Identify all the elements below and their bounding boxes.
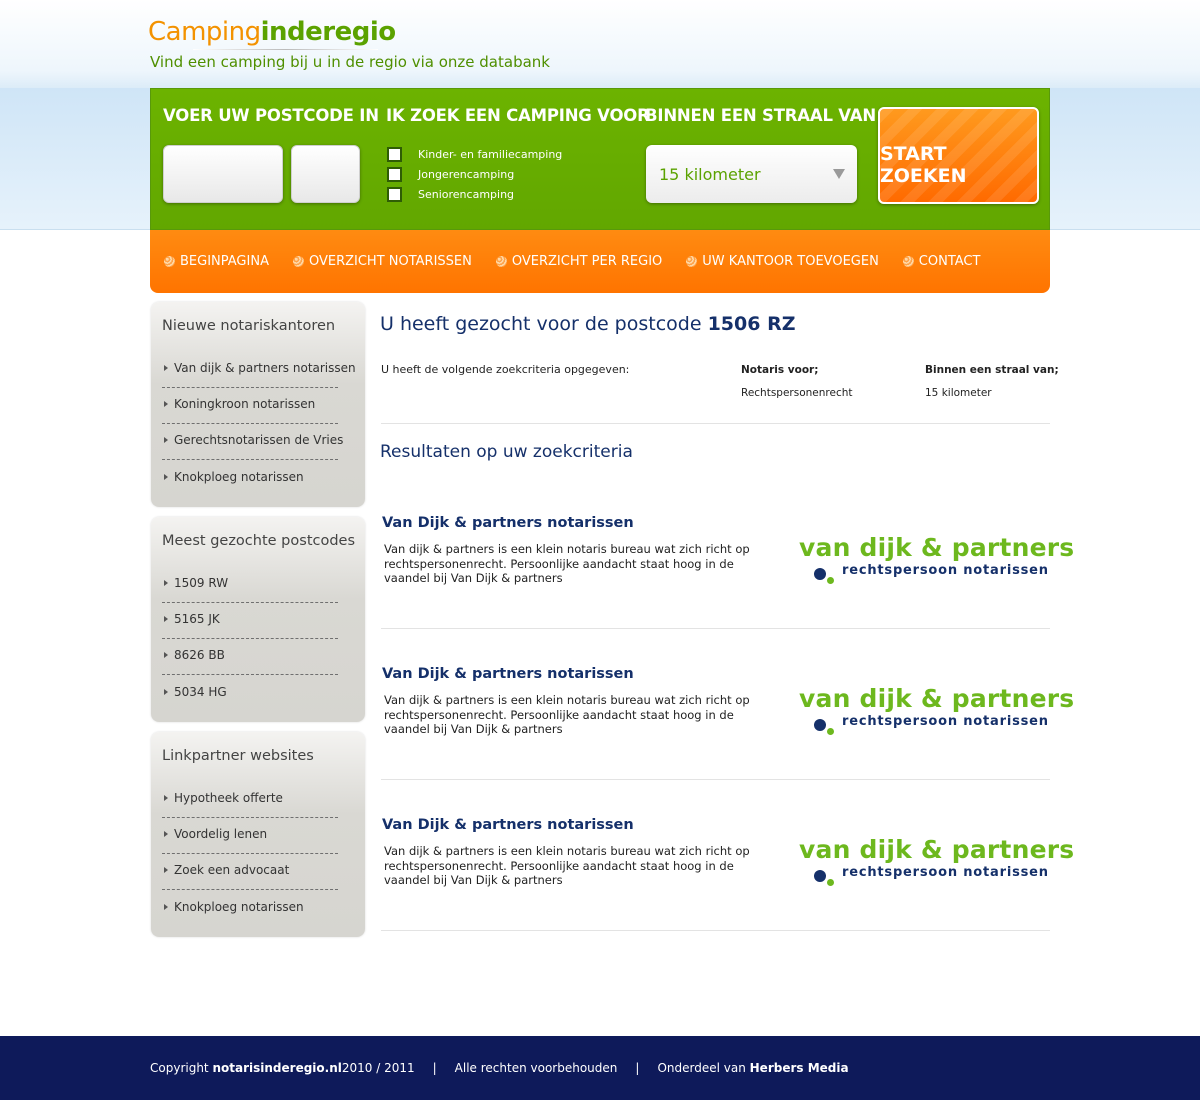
sidebar-link-label: Knokploeg notarissen	[174, 470, 304, 484]
sidebar-link[interactable]	[162, 639, 338, 675]
sidebar-link-label: 1509 RW	[174, 576, 229, 590]
page-title-postcode: 1506 RZ	[707, 313, 796, 335]
checkbox-row[interactable]	[387, 165, 514, 183]
main-nav	[150, 230, 1050, 293]
result-description: Van dijk & partners is een klein notaris bureau wat zich richt op rechtspersonenrecht. Persoonlijke aandacht staat hoog in de vaandel bij Van Dijk & partners	[384, 844, 750, 888]
sidebar-new-offices	[151, 302, 365, 507]
divider	[381, 930, 1050, 931]
checkbox-label: Jongerencamping	[418, 167, 515, 181]
footer	[0, 1036, 1200, 1100]
sidebar-link[interactable]	[162, 818, 338, 854]
checkbox-youth[interactable]	[387, 167, 402, 182]
nav-label: UW KANTOOR TOEVOEGEN	[702, 254, 879, 269]
sidebar-link-label: Hypotheek offerte	[174, 791, 283, 805]
postcode-digits-input[interactable]	[163, 145, 283, 203]
divider	[381, 423, 1050, 424]
footer-years: 2010 / 2011	[341, 1061, 415, 1075]
sidebar-link-label: Knokploeg notarissen	[174, 900, 304, 914]
logo-dot-icon	[814, 568, 826, 580]
bullet-icon	[164, 652, 168, 658]
criteria-notaris-value: Rechtspersonenrecht	[741, 387, 853, 399]
results-title: Resultaten op uw zoekcriteria	[380, 442, 633, 462]
sidebar-link[interactable]	[162, 352, 356, 388]
footer-rights: Alle rechten voorbehouden	[454, 1061, 618, 1075]
sidebar-title: Linkpartner websites	[162, 748, 314, 764]
result-logo-sub: rechtspersoon notarissen	[842, 563, 1049, 578]
checkbox-senior[interactable]	[387, 187, 402, 202]
logo-text	[148, 16, 396, 48]
result-title[interactable]: Van Dijk & partners notarissen	[382, 817, 634, 833]
nav-bullet-icon	[686, 256, 697, 267]
radius-select-value: 15 kilometer	[659, 164, 761, 184]
nav-label: OVERZICHT NOTARISSEN	[308, 254, 472, 269]
sidebar-link[interactable]	[162, 388, 338, 424]
bullet-icon	[164, 831, 168, 837]
tagline: Vind een camping bij u in de regio via onze databank	[150, 53, 550, 71]
result-description: Van dijk & partners is een klein notaris bureau wat zich richt op rechtspersonenrecht. Persoonlijke aandacht staat hoog in de vaandel bij Van Dijk & partners	[384, 693, 750, 737]
camping-type-heading: IK ZOEK EEN CAMPING VOOR	[386, 106, 650, 125]
sidebar-link-label: 8626 BB	[174, 648, 225, 662]
nav-bullet-icon	[496, 256, 507, 267]
result-title[interactable]: Van Dijk & partners notarissen	[382, 666, 634, 682]
logo-underline	[193, 49, 378, 50]
nav-bullet-icon	[903, 256, 914, 267]
logo-dot-icon	[827, 879, 834, 886]
bullet-icon	[164, 580, 168, 586]
nav-item-home[interactable]	[164, 254, 269, 269]
bullet-icon	[164, 401, 168, 407]
postcode-letters-input[interactable]	[291, 145, 360, 203]
logo-dot-icon	[814, 870, 826, 882]
logo-dot-icon	[814, 719, 826, 731]
result-title[interactable]: Van Dijk & partners notarissen	[382, 515, 634, 531]
result-description: Van dijk & partners is een klein notaris bureau wat zich richt op rechtspersonenrecht. Persoonlijke aandacht staat hoog in de vaandel bij Van Dijk & partners	[384, 542, 750, 586]
search-panel	[150, 88, 1050, 230]
result-logo[interactable]	[799, 533, 1075, 594]
divider	[381, 779, 1050, 780]
nav-bullet-icon	[164, 256, 175, 267]
nav-item-region[interactable]	[496, 254, 662, 269]
page-title	[380, 313, 795, 335]
result-logo-sub: rechtspersoon notarissen	[842, 714, 1049, 729]
sidebar-link-label: Koningkroon notarissen	[174, 397, 316, 411]
checkbox-label: Seniorencamping	[418, 187, 515, 201]
radius-heading: BINNEN EEN STRAAL VAN	[645, 106, 876, 125]
sidebar-link[interactable]	[162, 854, 338, 890]
bullet-icon	[164, 689, 168, 695]
sidebar-title: Meest gezochte postcodes	[162, 533, 356, 549]
sidebar-link[interactable]	[162, 424, 344, 460]
page-title-prefix: U heeft gezocht voor de postcode	[380, 313, 708, 335]
sidebar-link-label: Van dijk & partners notarissen	[174, 361, 356, 375]
checkbox-row[interactable]	[387, 145, 562, 163]
logo-part-camping: Camping	[148, 17, 261, 47]
start-search-button[interactable]: START ZOEKEN	[878, 107, 1039, 204]
logo-part-inderegio: inderegio	[260, 17, 396, 47]
nav-label: CONTACT	[918, 254, 981, 269]
criteria-notaris-heading: Notaris voor;	[741, 364, 819, 376]
sidebar-link-label: Zoek een advocaat	[174, 863, 290, 877]
nav-bullet-icon	[293, 256, 304, 267]
sidebar-link-partners	[151, 732, 365, 937]
nav-item-overview[interactable]	[293, 254, 472, 269]
footer-company-link[interactable]: Herbers Media	[749, 1061, 849, 1075]
sidebar-link[interactable]	[162, 461, 338, 497]
bullet-icon	[164, 437, 168, 443]
sidebar-link[interactable]	[162, 676, 338, 712]
sidebar-link[interactable]	[162, 603, 338, 639]
bullet-icon	[164, 904, 168, 910]
footer-part-of: Onderdeel van	[657, 1061, 746, 1075]
footer-copyright: Copyright	[150, 1061, 209, 1075]
bullet-icon	[164, 365, 168, 371]
result-logo-main: van dijk & partners	[799, 533, 1075, 562]
sidebar-link-label: 5165 JK	[174, 612, 220, 626]
bullet-icon	[164, 474, 168, 480]
sidebar-link[interactable]	[162, 567, 338, 603]
sidebar-link-label: 5034 HG	[174, 685, 227, 699]
logo-dot-icon	[827, 577, 834, 584]
nav-item-add-office[interactable]	[686, 254, 879, 269]
checkbox-row[interactable]	[387, 185, 514, 203]
sidebar-title: Nieuwe notariskantoren	[162, 318, 336, 334]
nav-item-contact[interactable]	[903, 254, 981, 269]
logo-dot-icon	[827, 728, 834, 735]
nav-label: BEGINPAGINA	[180, 254, 269, 269]
sidebar-link[interactable]	[162, 891, 338, 927]
divider	[381, 628, 1050, 629]
checkbox-family[interactable]	[387, 147, 402, 162]
result-logo-main: van dijk & partners	[799, 835, 1075, 864]
footer-divider: |	[635, 1061, 640, 1075]
result-logo[interactable]	[799, 684, 1075, 745]
chevron-down-icon	[833, 169, 845, 179]
postcode-heading: VOER UW POSTCODE IN	[163, 106, 379, 125]
site-logo[interactable]	[148, 16, 396, 50]
sidebar-link-label: Gerechtsnotarissen de Vries	[174, 433, 344, 447]
bullet-icon	[164, 616, 168, 622]
checkbox-label: Kinder- en familiecamping	[418, 147, 563, 161]
footer-site-link[interactable]: notarisinderegio.nl	[212, 1061, 342, 1075]
criteria-radius-value: 15 kilometer	[925, 387, 992, 399]
result-logo[interactable]	[799, 835, 1075, 896]
criteria-label: U heeft de volgende zoekcriteria opgegeven:	[381, 363, 630, 376]
result-logo-main: van dijk & partners	[799, 684, 1075, 713]
criteria-radius-heading: Binnen een straal van;	[925, 364, 1059, 376]
bullet-icon	[164, 795, 168, 801]
bullet-icon	[164, 867, 168, 873]
sidebar-link[interactable]	[162, 782, 338, 818]
sidebar-popular-postcodes	[151, 517, 365, 722]
sidebar-link-label: Voordelig lenen	[174, 827, 268, 841]
footer-divider: |	[432, 1061, 437, 1075]
radius-select[interactable]	[646, 145, 857, 203]
nav-label: OVERZICHT PER REGIO	[511, 254, 663, 269]
result-logo-sub: rechtspersoon notarissen	[842, 865, 1049, 880]
